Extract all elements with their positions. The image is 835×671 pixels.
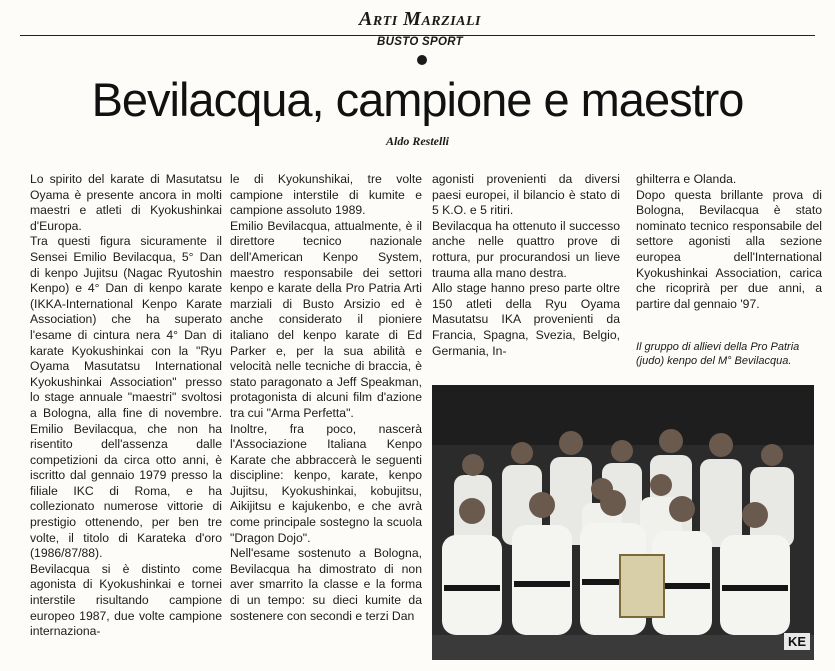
paragraph: Emilio Bevilacqua, attualmente, è il direttore tecnico nazionale dell'American Kenpo System, maestro responsabile dei settori kenpo e karate della Pro Patria Arti marziali di Busto Arsizio ed è anche considerato il pioniere italiano del kenpo karate di Ed Parker e, per la sua abilità e velocità nelle tecniche di braccia, è stato paragonato a Jeff Speakman, protagonista di alcuni film d'azione tra cui "Arma Perfetta". [230, 218, 422, 420]
photo-sign: KE [784, 633, 810, 650]
byline: Aldo Restelli [386, 134, 449, 148]
paragraph: Bevilacqua si è distinto come agonista di Kyokushinkai e tornei interstile risultando campione europeo 1987, due volte campione internaziona- [30, 561, 222, 639]
section-title: Arti Marziali [359, 8, 481, 30]
paragraph: Inoltre, fra poco, nascerà l'Associazione Italiana Kenpo Karate che abbraccerà le seguenti discipline: kenpo, karate, kenpo Jujitsu, Kyokushinkai, kobujitsu, Aikijitsu e kajukenbo, e che avrà come principale sostegno la scuola "Dragon Dojo". [230, 421, 422, 545]
photo-caption: Il gruppo di allievi della Pro Patria (judo) kenpo del M° Bevilacqua. [636, 341, 800, 367]
paragraph: Tra questi figura sicuramente il Sensei Emilio Bevilacqua, 5° Dan di kenpo Jujitsu (Nagac Ryutoshin Kenpo) e 4° Dan di kenpo karate (IKKA-International Kenpo Karate Association) che ha superato l'esame di cintura nera 4° Dan di karate Kyokushinkai con la "Ryu Oyama Masutatsu International Kyokushinkai Association" presso lo stage annuale "maestri" svoltosi a Bologna, alla fine di novembre. Emilio Bevilacqua, che non ha risentito dell'assenza dalle competizioni da circa otto anni, è iscritto dal gennaio 1979 presso la filiale IKC di Roma, e ha collezionato numerose vittorie di prestigio ottenendo, per ben tre volte, il titolo di Karateka d'oro (1986/87/88). [30, 234, 222, 561]
group-photo [432, 385, 814, 660]
paragraph: agonisti provenienti da diversi paesi europei, il bilancio è stato di 5 K.O. e 5 ritiri. [432, 172, 620, 218]
column-2 [230, 172, 422, 624]
paragraph: le di Kyokunshikai, tre volte campione interstile di kumite e campione assoluto 1989. [230, 172, 422, 218]
headline: Bevilacqua, campione e maestro [91, 73, 744, 126]
paragraph: Nell'esame sostenuto a Bologna, Bevilacqua ha dimostrato di non aver smarrito la classe e la forma di un tempo: su dieci kumite da sostenere con secondi e terzi Dan [230, 546, 422, 623]
column-4 [636, 172, 822, 312]
section-subtitle: BUSTO SPORT [377, 36, 463, 48]
column-1 [30, 172, 222, 640]
paragraph: Allo stage hanno preso parte oltre 150 atleti della Ryu Oyama Masutatsu IKA provenienti da Francia, Spagna, Svezia, Belgio, Germania, In- [432, 281, 620, 358]
bullet-dot [417, 55, 427, 65]
column-3 [432, 172, 620, 359]
section-header [330, 8, 510, 30]
paragraph: Bevilacqua ha ottenuto il successo anche nelle quattro prove di rottura, pur procurandosi un lieve trauma alla mano destra. [432, 218, 620, 280]
paragraph: Dopo questa brillante prova di Bologna, Bevilacqua è stato nominato tecnico responsabile del settore agonisti alla sezione europea dell'International Kyokushinkai Association, carica che ricoprirà per due anni, a partire dal gennaio '97. [636, 187, 822, 311]
group-photo-illustration [432, 385, 814, 660]
paragraph: Lo spirito del karate di Masutatsu Oyama è presente ancora in molti maestri e atleti di Kyokushinkai d'Europa. [30, 172, 222, 233]
paragraph: ghilterra e Olanda. [636, 172, 737, 186]
